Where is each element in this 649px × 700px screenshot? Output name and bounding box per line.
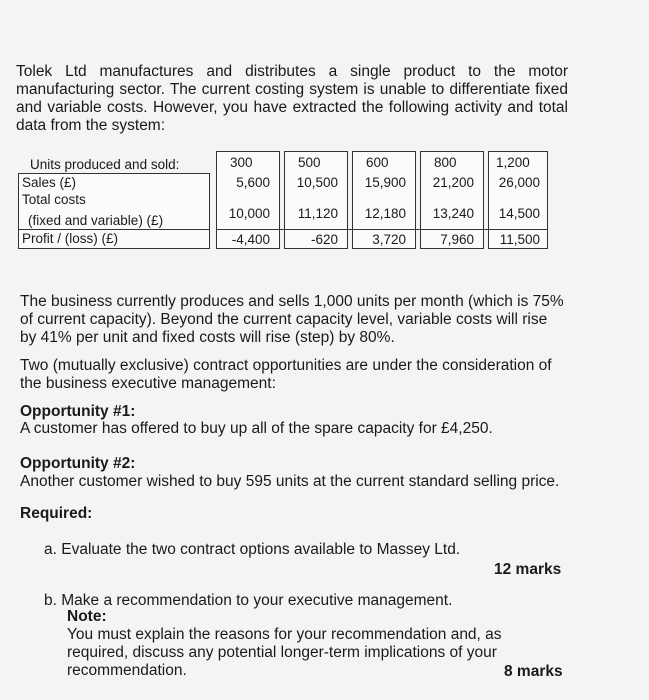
note-label: Note:	[67, 608, 107, 625]
profit-cell: 7,960	[440, 232, 474, 247]
profit-cell: 11,500	[499, 232, 540, 247]
cost-cell: 10,000	[228, 206, 270, 221]
note-text: You must explain the reasons for your recommendation and, as required, discuss any potential longer-term implications of your recommendation.	[67, 626, 502, 679]
units-1200: 1,200	[496, 155, 530, 170]
activity-table	[18, 151, 548, 251]
profit-label: Profit / (loss) (£)	[22, 231, 119, 246]
cost-cell: 13,240	[432, 206, 474, 221]
sales-label: Sales (£)	[22, 175, 77, 190]
profit-rule	[18, 229, 210, 230]
units-600: 600	[366, 155, 389, 170]
question-a: a. Evaluate the two contract options available to Massey Ltd.	[44, 541, 461, 558]
sales-cell: 26,000	[498, 175, 540, 190]
units-header-label: Units produced and sold:	[30, 157, 180, 172]
cost-cell: 11,120	[297, 206, 338, 221]
total-costs-sublabel: (fixed and variable) (£)	[28, 213, 164, 228]
sales-cell: 21,200	[432, 175, 474, 190]
opportunity-2-title: Opportunity #2:	[20, 455, 136, 472]
marks-a: 12 marks	[494, 561, 562, 578]
units-500: 500	[298, 155, 321, 170]
opportunity-1-title: Opportunity #1:	[20, 403, 136, 420]
intro-paragraph: Tolek Ltd manufactures and distributes a single product to the motor manufacturing sector. The current costing system is unable to differentiate fixed and variable costs. However, you have extracted the following activity and total data from the system:	[16, 63, 568, 134]
opportunity-2-text: Another customer wished to buy 595 units at the current standard selling price.	[20, 473, 560, 490]
profit-cell: 3,720	[372, 232, 406, 247]
question-b: b. Make a recommendation to your executive management.	[44, 592, 453, 609]
sales-cell: 15,900	[364, 175, 406, 190]
profit-row-rule	[216, 229, 548, 230]
marks-b: 8 marks	[504, 663, 563, 680]
sales-cell: 5,600	[236, 175, 270, 190]
cost-cell: 12,180	[364, 206, 406, 221]
total-costs-label: Total costs	[22, 192, 86, 207]
opportunities-intro: Two (mutually exclusive) contract opportunities are under the consideration of the business executive management:	[20, 357, 552, 392]
sales-cell: 10,500	[296, 175, 338, 190]
required-heading: Required:	[20, 505, 93, 522]
opportunity-1-text: A customer has offered to buy up all of the spare capacity for £4,250.	[20, 420, 493, 437]
cost-cell: 14,500	[498, 206, 540, 221]
capacity-paragraph: The business currently produces and sells 1,000 units per month (which is 75% of current capacity). Beyond the current capacity level, variable costs will rise by 41% per unit and fixed costs will rise (step) by 80%.	[20, 293, 564, 346]
profit-cell: -620	[310, 232, 338, 247]
units-800: 800	[434, 155, 457, 170]
units-300: 300	[230, 155, 253, 170]
profit-cell: -4,400	[231, 232, 270, 247]
